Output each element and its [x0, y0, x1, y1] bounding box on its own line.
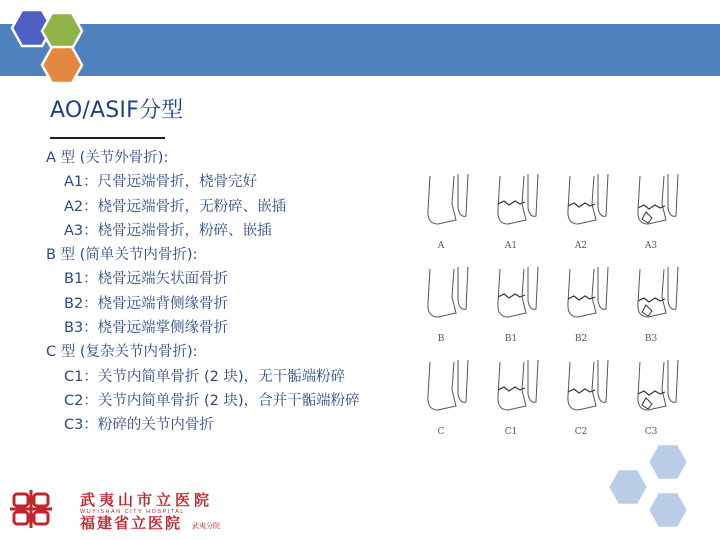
hexagon-orange	[42, 47, 82, 83]
subtype-b1: B1：桡骨远端矢状面骨折	[64, 271, 229, 288]
radius-bone-drawing	[498, 176, 526, 224]
hexagon-light-2	[608, 469, 648, 505]
fracture-line-drawing	[498, 201, 525, 205]
ulna-bone-drawing	[598, 360, 608, 402]
fracture-line-drawing	[568, 389, 595, 393]
subtype-c2: C2：关节内简单骨折 (2 块)，合并干骺端粉碎	[64, 392, 360, 409]
subtype-a1: A1：尺骨远端骨折，桡骨完好	[64, 174, 258, 191]
fracture-line-drawing	[498, 294, 525, 298]
radius-bone-drawing	[638, 362, 666, 410]
radius-bone-drawing	[638, 176, 666, 224]
ulna-bone-drawing	[668, 360, 678, 402]
classification-text	[46, 146, 416, 438]
ulna-bone-drawing	[458, 174, 468, 216]
figure-label-a3: A3	[644, 241, 658, 251]
hexagon-decoration-top	[0, 0, 110, 90]
fragment-drawing	[642, 305, 652, 316]
fracture-line-drawing	[638, 391, 665, 395]
hexagon-light-1	[648, 444, 688, 480]
logo-name-english: WUYISHAN CITY HOSPITAL	[80, 509, 185, 515]
type-a-heading: A 型 (关节外骨折):	[46, 150, 169, 166]
fracture-line-drawing	[638, 298, 665, 302]
subtype-a3: A3：桡骨远端骨折，粉碎、嵌插	[64, 222, 272, 239]
subtype-b2: B2：桡骨远端背侧缘骨折	[64, 295, 229, 312]
hexagon-light-3	[648, 492, 688, 528]
radius-bone-drawing	[568, 269, 596, 317]
figure-label-b2: B2	[574, 334, 588, 344]
ulna-bone-drawing	[598, 267, 608, 309]
figure-label-a2: A2	[574, 241, 588, 251]
ulna-bone-drawing	[668, 174, 678, 216]
type-c-heading: C 型 (复杂关节内骨折):	[46, 344, 198, 361]
figure-label-b: B	[437, 334, 445, 344]
fragment-drawing	[642, 398, 652, 409]
type-b-heading: B 型 (简单关节内骨折):	[46, 247, 198, 264]
ulna-bone-drawing	[528, 360, 538, 402]
figure-label-c2: C2	[574, 427, 588, 437]
logo-name-line2: 福建省立医院	[80, 514, 183, 532]
figure-label-c3: C3	[644, 427, 658, 437]
figure-label-b3: B3	[644, 334, 658, 344]
fracture-line-drawing	[568, 203, 595, 207]
subtype-a2: A2：桡骨远端骨折，无粉碎、嵌插	[64, 198, 287, 215]
figure-label-c1: C1	[504, 427, 518, 437]
ulna-bone-drawing	[528, 267, 538, 309]
hospital-emblem-icon	[10, 490, 52, 528]
figure-label-a: A	[437, 241, 445, 251]
subtype-b3: B3：桡骨远端掌侧缘骨折	[64, 320, 229, 337]
ulna-bone-drawing	[598, 174, 608, 216]
hospital-logo	[10, 488, 240, 532]
radius-bone-drawing	[428, 269, 456, 317]
ulna-bone-drawing	[458, 267, 468, 309]
hexagon-green	[42, 13, 82, 49]
ulna-bone-drawing	[458, 360, 468, 402]
radius-bone-drawing	[428, 362, 456, 410]
ulna-bone-drawing	[528, 174, 538, 216]
hexagon-decoration-bottom	[600, 440, 710, 540]
fracture-line-drawing	[638, 205, 665, 209]
title-underline	[50, 137, 165, 139]
radius-bone-drawing	[638, 269, 666, 317]
radius-bone-drawing	[498, 362, 526, 410]
figure-label-a1: A1	[504, 241, 518, 251]
radius-bone-drawing	[428, 176, 456, 224]
subtype-c1: C1：关节内简单骨折 (2 块)，无干骺端粉碎	[64, 368, 346, 385]
figure-label-b1: B1	[504, 334, 518, 344]
fracture-line-drawing	[568, 296, 595, 300]
subtype-c3: C3：粉碎的关节内骨折	[64, 417, 214, 434]
slide-title: AO/ASIF分型	[50, 98, 184, 123]
logo-name-line1: 武夷山市立医院	[80, 491, 214, 509]
figure-label-c: C	[437, 427, 445, 437]
fracture-line-drawing	[498, 387, 525, 391]
radius-bone-drawing	[568, 176, 596, 224]
ulna-bone-drawing	[668, 267, 678, 309]
ao-classification-figure	[408, 168, 690, 448]
radius-bone-drawing	[568, 362, 596, 410]
fragment-drawing	[642, 212, 652, 223]
logo-name-suffix: 武夷分院	[192, 522, 220, 530]
radius-bone-drawing	[498, 269, 526, 317]
